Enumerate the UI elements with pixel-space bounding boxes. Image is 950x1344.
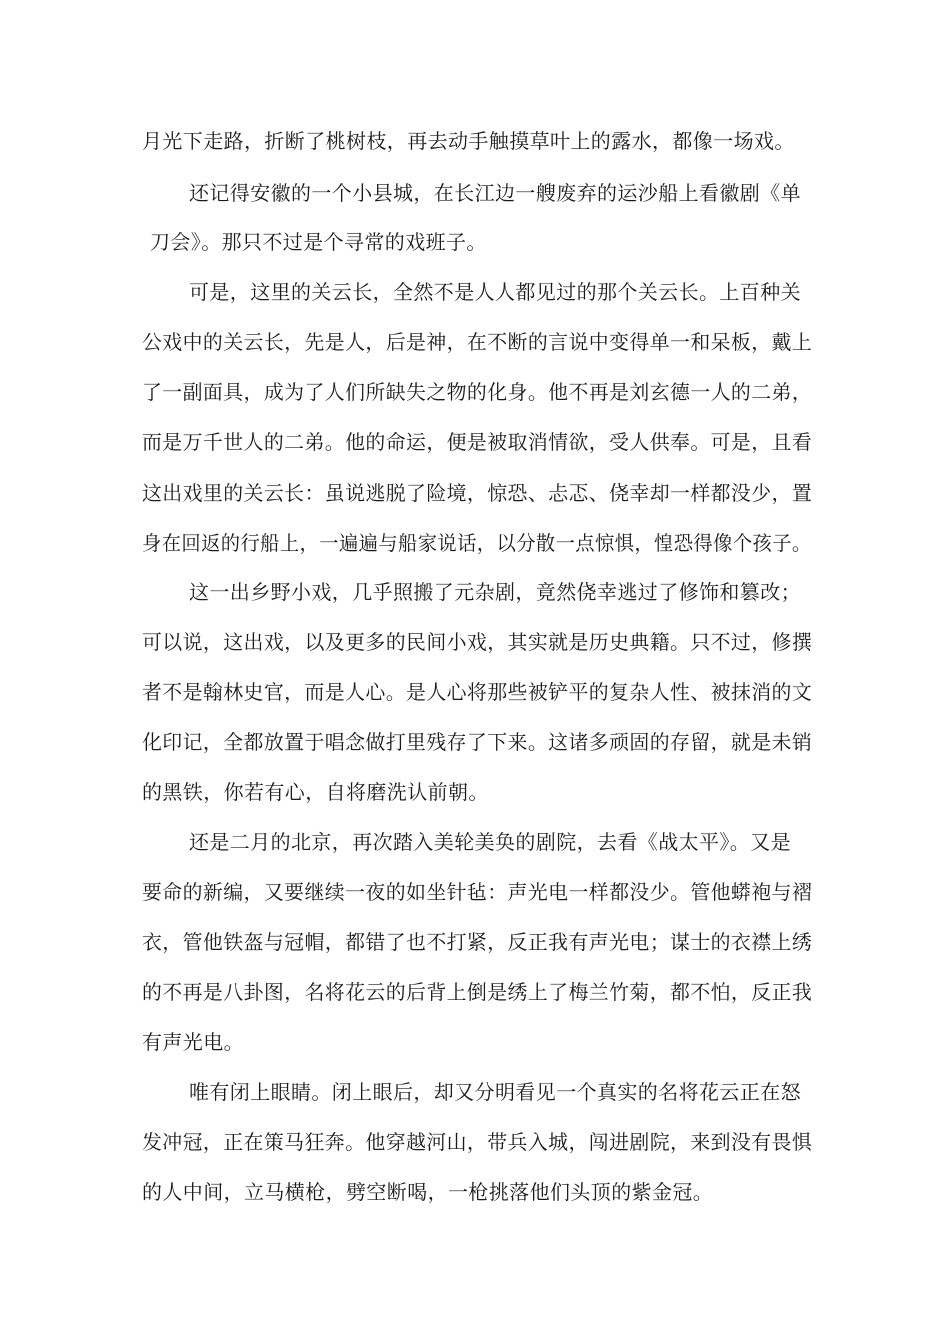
text-line: 的黑铁，你若有心，自将磨洗认前朝。 (142, 780, 489, 804)
text-line: 月光下走路，折断了桃树枝，再去动手触摸草叶上的露水，都像一场戏。 (142, 129, 795, 153)
text-line: 衣，管他铁盔与冠帽，都错了也不打紧，反正我有声光电；谋士的衣襟上绣 (142, 930, 813, 954)
text-line: 者不是翰林史官，而是人心。是人心将那些被铲平的复杂人性、被抹消的文 (142, 680, 813, 704)
text-line: 了一副面具，成为了人们所缺失之物的化身。他不再是刘玄德一人的二弟， (142, 380, 813, 404)
text-line: 发冲冠，正在策马狂奔。他穿越河山，带兵入城，闯进剧院，来到没有畏惧 (142, 1130, 813, 1154)
paragraph-first-line: 这一出乡野小戏，几乎照搬了元杂剧，竟然侥幸逃过了修饰和篡改； (189, 580, 801, 604)
text-line: 的不再是八卦图，名将花云的后背上倒是绣上了梅兰竹菊，都不怕，反正我 (142, 980, 813, 1004)
paragraph-first-line: 还是二月的北京，再次踏入美轮美奂的剧院，去看《战太平》。又是 (189, 830, 791, 854)
text-line: 化印记，全都放置于唱念做打里残存了下来。这诸多顽固的存留，就是未销 (142, 730, 813, 754)
paragraph-first-line: 可是，这里的关云长，全然不是人人都见过的那个关云长。上百种关 (189, 280, 801, 304)
text-line: 公戏中的关云长，先是人，后是神，在不断的言说中变得单一和呆板，戴上 (142, 330, 813, 354)
paragraph-first-line: 还记得安徽的一个小县城，在长江边一艘废弃的运沙船上看徽剧《单 (189, 181, 801, 205)
text-line: 身在回返的行船上，一遍遍与船家说话，以分散一点惊惧，惶恐得像个孩子。 (142, 531, 812, 555)
text-line: 可以说，这出戏，以及更多的民间小戏，其实就是历史典籍。只不过，修撰 (142, 630, 813, 654)
text-line: 这出戏里的关云长：虽说逃脱了险境，惊恐、忐忑、侥幸却一样都没少，置 (142, 481, 813, 505)
text-line: 要命的新编，又要继续一夜的如坐针毡：声光电一样都没少。管他蟒袍与褶 (142, 880, 813, 904)
text-line: 有声光电。 (142, 1030, 244, 1054)
text-line: 而是万千世人的二弟。他的命运，便是被取消情欲，受人供奉。可是，且看 (142, 430, 813, 454)
text-line: 的人中间，立马横枪，劈空断喝，一枪挑落他们头顶的紫金冠。 (142, 1180, 714, 1204)
paragraph-first-line: 唯有闭上眼睛。闭上眼后，却又分明看见一个真实的名将花云正在怒 (189, 1080, 801, 1104)
text-line: 刀会》。那只不过是个寻常的戏班子。 (150, 230, 487, 254)
